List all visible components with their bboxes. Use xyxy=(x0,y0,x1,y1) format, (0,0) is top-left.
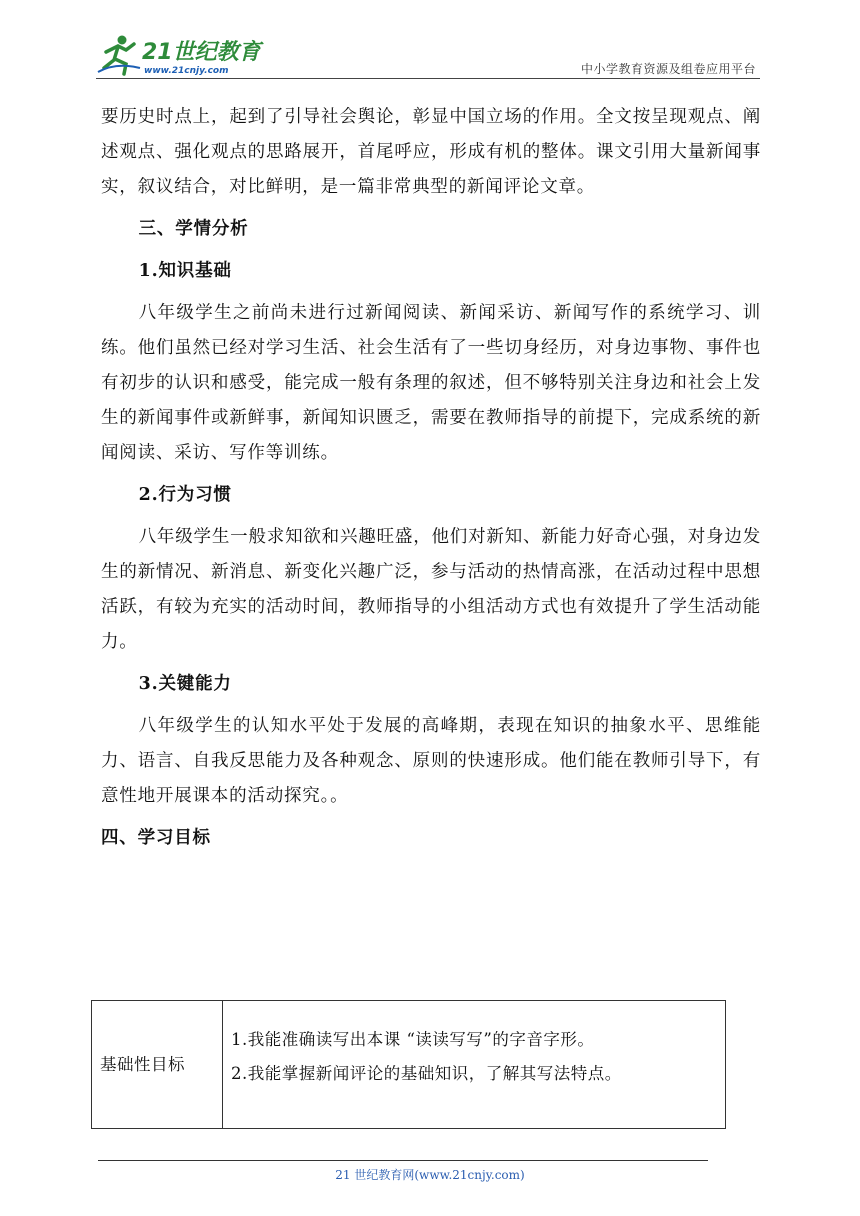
logo-url: www.21cnjy.com xyxy=(144,66,229,76)
document-body xyxy=(101,100,761,866)
footer-link[interactable]: 21 世纪教育网(www.21cnjy.com) xyxy=(335,1168,525,1182)
site-logo[interactable] xyxy=(96,32,266,78)
header-divider xyxy=(96,78,760,79)
paragraph-key-abilities: 八年级学生的认知水平处于发展的高峰期，表现在知识的抽象水平、思维能力、语言、自我反思能力及各种观念、原则的快速形成。他们能在教师引导下，有意性地开展课本的活动探究。。 xyxy=(101,716,761,806)
table-row xyxy=(92,1001,726,1129)
goal-items-cell xyxy=(223,1001,726,1129)
logo-wordmark: 21世纪教育 xyxy=(142,40,261,65)
subheading-key-abilities: 3.关键能力 xyxy=(138,674,232,694)
goal-type-cell: 基础性目标 xyxy=(92,1001,223,1129)
subheading-knowledge-basis: 1.知识基础 xyxy=(138,261,232,281)
goal-item-1: 1.我能准确读写出本课 “读读写写”的字音字形。 xyxy=(231,1030,595,1049)
paragraph-behavior-habits: 八年级学生一般求知欲和兴趣旺盛，他们对新知、新能力好奇心强，对身边发生的新情况、新消息、新变化兴趣广泛，参与活动的热情高涨，在活动过程中思想活跃，有较为充实的活动时间，教师指导的小组活动方式也有效提升了学生活动能力。 xyxy=(101,527,761,652)
learning-goals-table xyxy=(91,1000,726,1129)
section-heading-learner-analysis: 三、学情分析 xyxy=(138,219,249,239)
goal-item-2: 2.我能掌握新闻评论的基础知识，了解其写法特点。 xyxy=(231,1064,622,1083)
platform-tagline: 中小学教育资源及组卷应用平台 xyxy=(580,62,756,76)
page-header xyxy=(96,32,760,80)
runner-logo-icon xyxy=(96,32,266,78)
footer-divider xyxy=(98,1160,708,1161)
paragraph-knowledge-basis: 八年级学生之前尚未进行过新闻阅读、新闻采访、新闻写作的系统学习、训练。他们虽然已经对学习生活、社会生活有了一些切身经历，对身边事物、事件也有初步的认识和感受，能完成一般有条理的叙述，但不够特别关注身边和社会上发生的新闻事件或新鲜事，新闻知识匮乏，需要在教师指导的前提下，完成系统的新闻阅读、采访、写作等训练。 xyxy=(101,303,761,463)
paragraph-intro: 要历史时点上，起到了引导社会舆论，彰显中国立场的作用。全文按呈现观点、阐述观点、强化观点的思路展开，首尾呼应，形成有机的整体。课文引用大量新闻事实，叙议结合，对比鲜明，是一篇非常典型的新闻评论文章。 xyxy=(101,107,761,197)
subheading-behavior-habits: 2.行为习惯 xyxy=(138,485,232,505)
section-heading-learning-goals: 四、学习目标 xyxy=(101,828,211,848)
